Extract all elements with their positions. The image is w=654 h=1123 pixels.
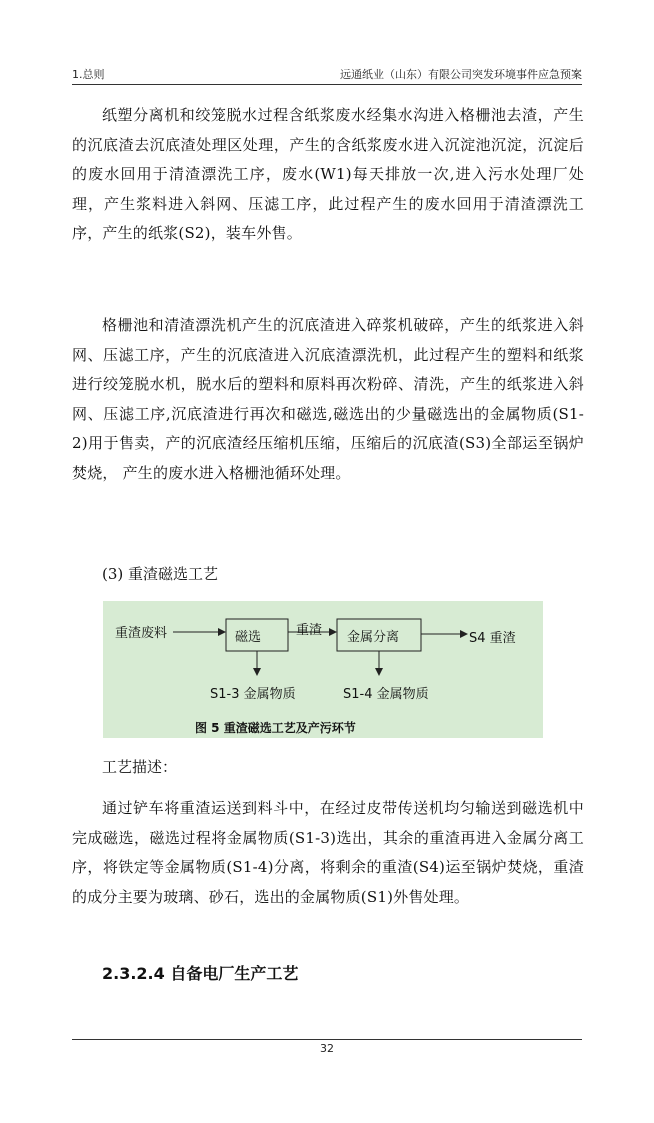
sub-heading: (3) 重渣磁选工艺 [102, 565, 219, 583]
flow-out2-label: S1-4 金属物质 [343, 687, 429, 702]
header-divider [72, 84, 582, 85]
footer-divider [72, 1039, 582, 1040]
page-header [72, 66, 582, 84]
page-number: 32 [320, 1042, 334, 1055]
flow-output-label: S4 重渣 [469, 631, 516, 646]
flow-arrow-label: 重渣 [296, 623, 323, 638]
paragraph-1: 纸塑分离机和绞笼脱水过程含纸浆废水经集水沟进入格栅池去渣，产生的沉底渣去沉底渣处理区处理，产生的含纸浆废水进入沉淀池沉淀，沉淀后的废水回用于清渣漂洗工序，废水(W1)每天排放一次,进入污水处理厂处理，产生浆料进入斜网、压滤工序，此过程产生的废水回用于清渣漂洗工序，产生的纸浆(S2)，装车外售。 [72, 106, 584, 243]
header-section: 1.总则 [72, 68, 105, 81]
flow-box2-label: 金属分离 [347, 630, 400, 645]
process-flow-diagram [103, 601, 543, 738]
paragraph-2: 格栅池和清渣漂洗机产生的沉底渣进入碎浆机破碎，产生的纸浆进入斜网、压滤工序，产生的沉底渣进入沉底渣漂洗机，此过程产生的塑料和纸浆进行绞笼脱水机，脱水后的塑料和原料再次粉碎、清洗，产生的纸浆进入斜网、压滤工序,沉底渣进行再次和磁选,磁选出的少量磁选出的金属物质(S1-2)用于售卖，产的沉底渣经压缩机压缩，压缩后的沉底渣(S3)全部运至锅炉焚烧， 产生的废水进入格栅池循环处理。 [72, 316, 584, 482]
flow-input-label: 重渣废料 [115, 626, 168, 641]
flow-box1-label: 磁选 [235, 630, 262, 645]
header-document-title: 远通纸业（山东）有限公司突发环境事件应急预案 [340, 68, 582, 81]
section-heading: 2.3.2.4 自备电厂生产工艺 [102, 964, 299, 983]
process-description-label: 工艺描述： [102, 758, 178, 776]
paragraph-3: 通过铲车将重渣运送到料斗中，在经过皮带传送机均匀输送到磁选机中完成磁选，磁选过程将金属物质(S1-3)选出，其余的重渣再进入金属分离工序，将铁定等金属物质(S1-4)分离，将剩余的重渣(S4)运至锅炉焚烧，重渣的成分主要为玻璃、砂石，选出的金属物质(S1)外售处理。 [72, 799, 584, 906]
process-flow-figure [103, 601, 543, 738]
flow-out1-label: S1-3 金属物质 [210, 687, 296, 702]
figure-caption: 图 5 重渣磁选工艺及产污环节 [195, 721, 356, 735]
